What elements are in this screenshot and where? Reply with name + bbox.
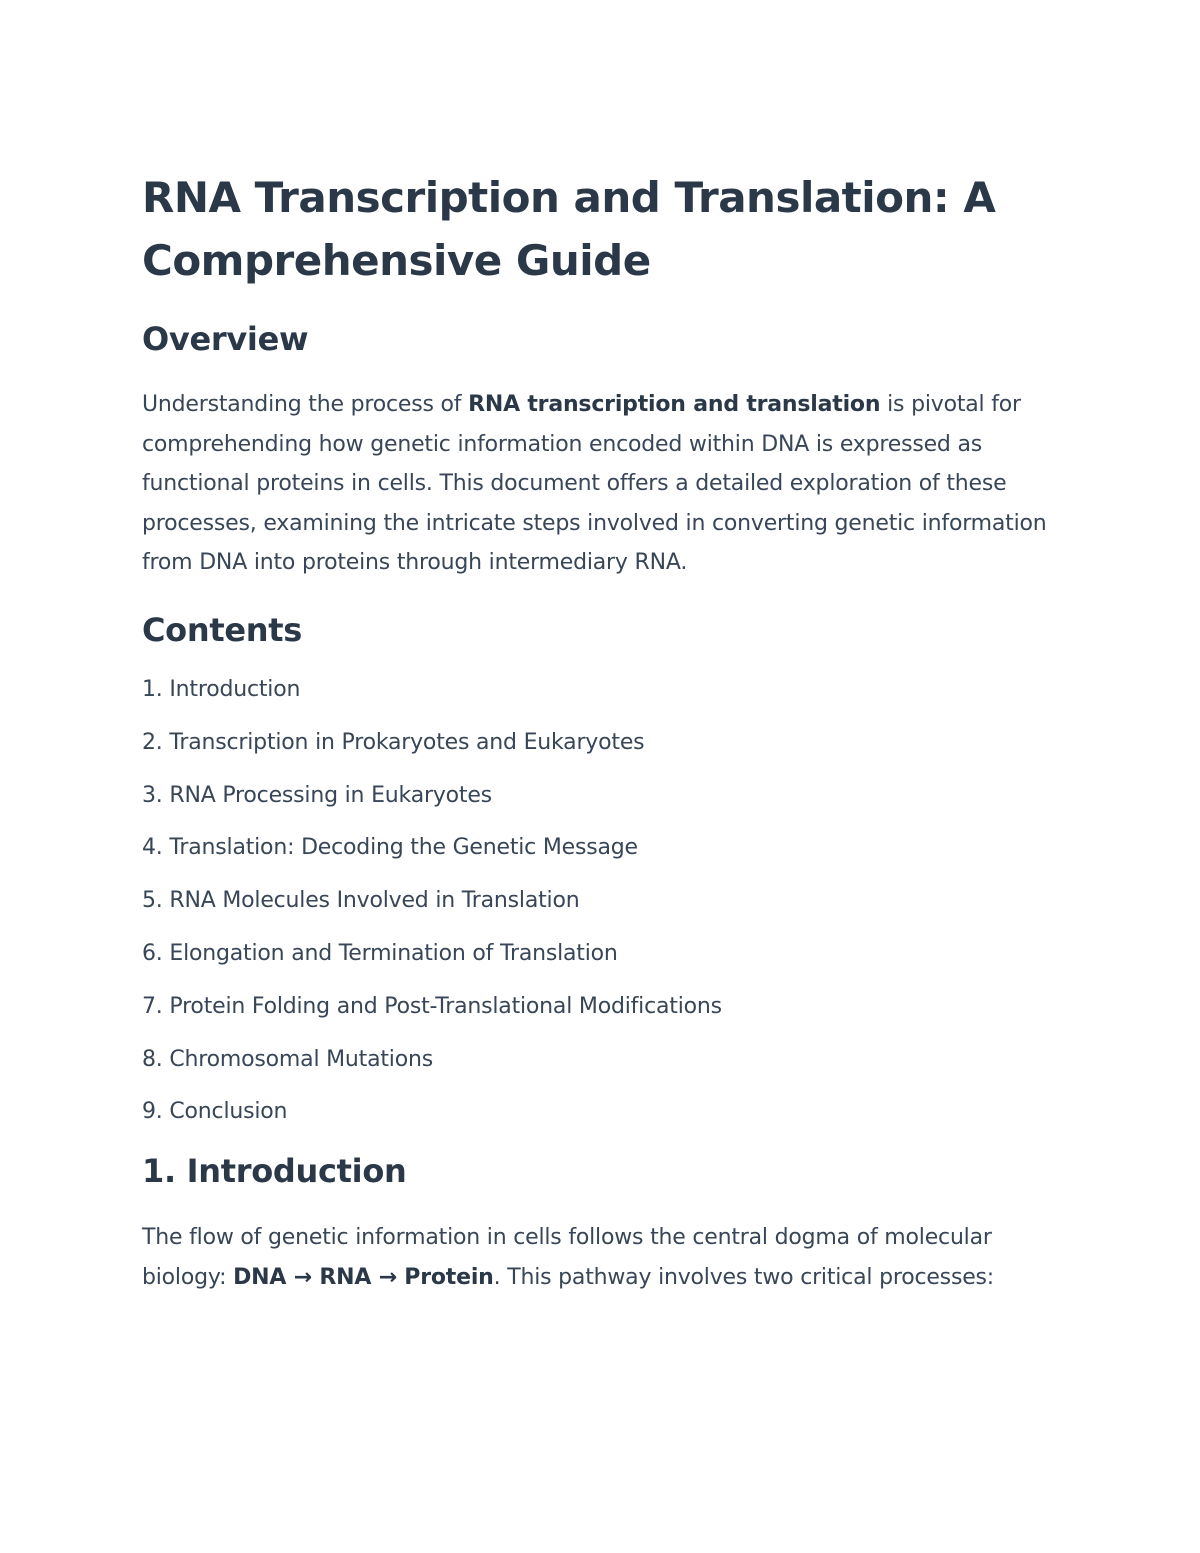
introduction-heading: 1. Introduction [142,1152,407,1191]
contents-item-label: Elongation and Termination of Translation [169,940,618,966]
contents-item-label: Conclusion [169,1099,288,1125]
contents-item-number: 7. [142,993,163,1019]
contents-item-label: RNA Processing in Eukaryotes [169,782,492,808]
overview-text-bold: RNA transcription and translation [468,392,881,417]
contents-item-number: 2. [142,729,163,755]
overview-paragraph [142,385,1072,583]
document-title: RNA Transcription and Translation: A Comprehensive Guide [142,173,996,285]
document-page [142,166,1072,1298]
contents-list [142,677,1072,1125]
contents-item-label: RNA Molecules Involved in Translation [169,888,580,914]
overview-text-before: Understanding the process of [142,392,469,417]
introduction-text-bold: DNA → RNA → Protein [233,1264,494,1290]
contents-heading: Contents [142,610,302,649]
contents-item-number: 1. [142,676,163,702]
contents-item[interactable] [142,888,1072,914]
contents-item-number: 6. [142,940,163,966]
contents-item-number: 4. [142,835,163,861]
overview-heading: Overview [142,320,309,358]
contents-item-label: Translation: Decoding the Genetic Message [169,835,638,861]
contents-item-label: Transcription in Prokaryotes and Eukaryotes [169,729,645,755]
contents-item-number: 5. [142,888,163,914]
contents-item[interactable] [142,1047,1072,1073]
contents-item-number: 3. [142,782,163,808]
introduction-paragraph [142,1218,1072,1297]
introduction-text-after: . This pathway involves two critical processes: [493,1264,995,1290]
contents-item[interactable] [142,1099,1072,1125]
contents-item[interactable] [142,783,1072,809]
contents-item[interactable] [142,941,1072,967]
contents-item[interactable] [142,677,1072,703]
contents-item-label: Chromosomal Mutations [169,1046,433,1072]
overview-text-after: is pivotal for comprehending how genetic information encoded within DNA is expressed as functional proteins in cells. This document offers a detailed exploration of these processes, examining the intricate steps involved in converting genetic information from DNA into proteins through intermediary RNA. [142,392,1047,576]
contents-item-number: 8. [142,1046,163,1072]
contents-item[interactable] [142,730,1072,756]
contents-item[interactable] [142,994,1072,1020]
contents-item-number: 9. [142,1099,163,1125]
contents-item-label: Protein Folding and Post-Translational Modifications [169,993,722,1019]
contents-item-label: Introduction [169,676,301,702]
introduction-text-before: The flow of genetic information in cells follows the central dogma of molecular biology: [142,1225,992,1290]
contents-item[interactable] [142,835,1072,861]
